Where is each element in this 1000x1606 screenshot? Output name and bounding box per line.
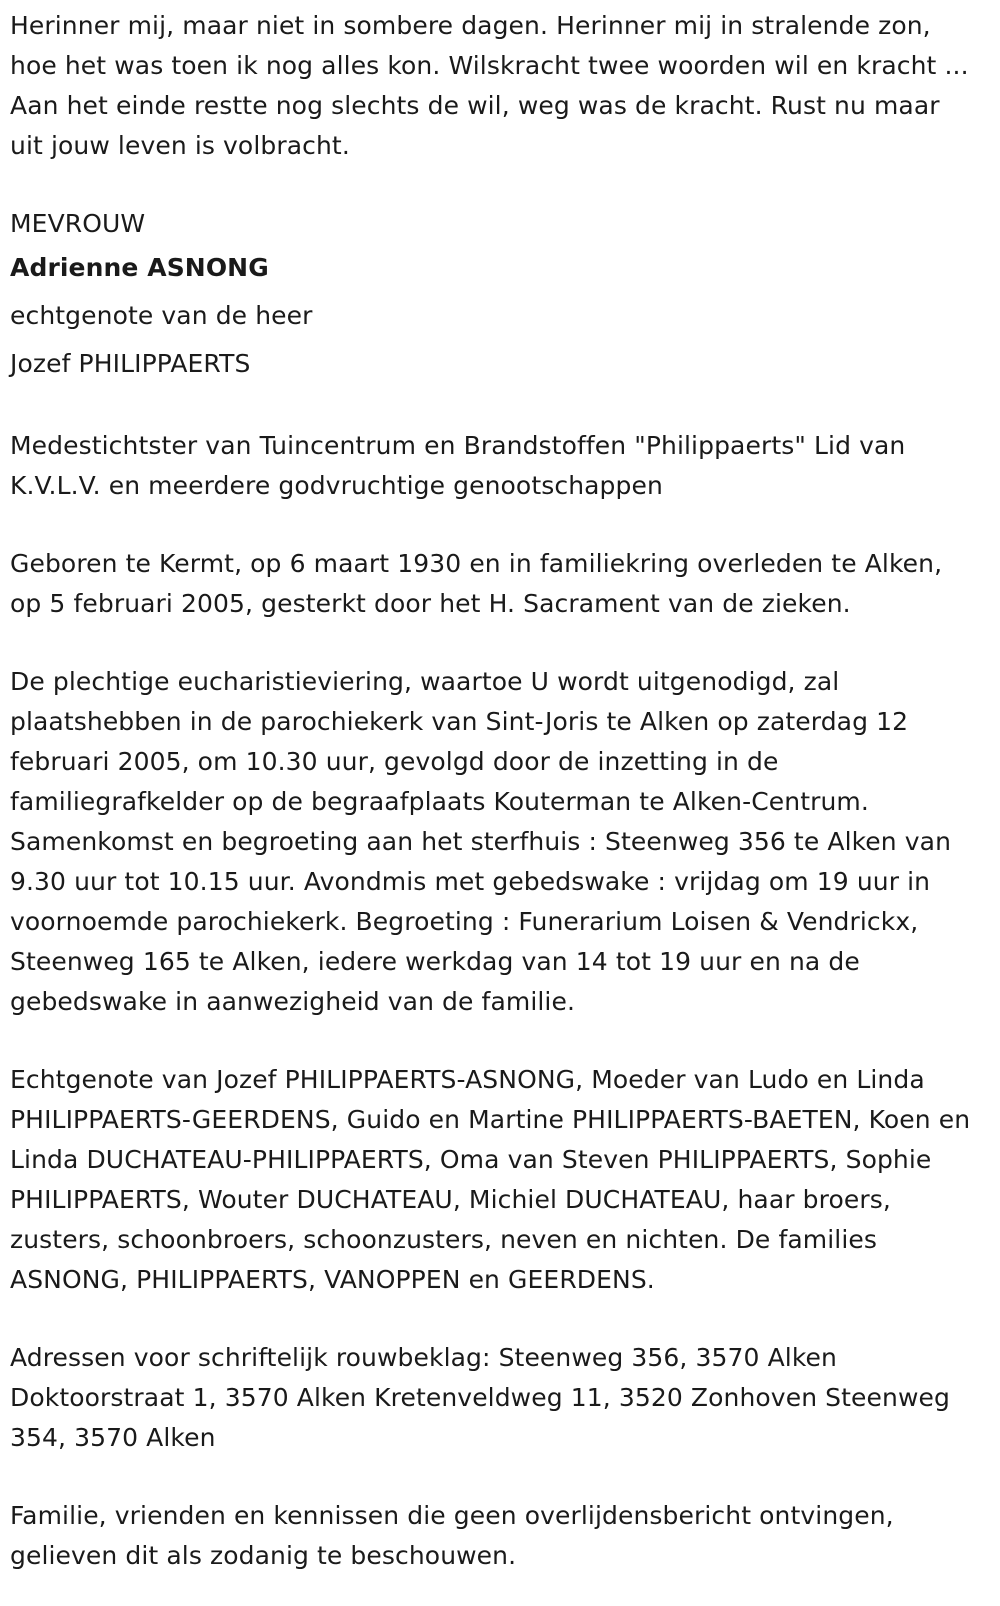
closing-paragraph: Familie, vrienden en kennissen die geen overlijdensbericht ontvingen, gelieven dit als zodanig te beschouwen. xyxy=(10,1501,894,1570)
addresses-paragraph: Adressen voor schriftelijk rouwbeklag: Steenweg 356, 3570 Alken Doktoorstraat 1, 3570 Alken Kretenveldweg 11, 3520 Zonhoven Steenweg 354, 3570 Alken xyxy=(10,1343,950,1452)
family-paragraph: Echtgenote van Jozef PHILIPPAERTS-ASNONG, Moeder van Ludo en Linda PHILIPPAERTS-GEERDENS, Guido en Martine PHILIPPAERTS-BAETEN, Koen en Linda DUCHATEAU-PHILIPPAERTS, Oma van Steven PHILIPPAERTS, Sophie PHILIPPAERTS, Wouter DUCHATEAU, Michiel DUCHATEAU, haar broers, zusters, schoonbroers, schoonzusters, neven en nichten. De families ASNONG, PHILIPPAERTS, VANOPPEN en GEERDENS. xyxy=(10,1065,971,1294)
ceremony-paragraph: De plechtige eucharistieviering, waartoe U wordt uitgenodigd, zal plaatshebben in de parochiekerk van Sint-Joris te Alken op zaterdag 12 februari 2005, om 10.30 uur, gevolgd door de inzetting in de familiegrafkelder op de begraafplaats Kouterman te Alken-Centrum. Samenkomst en begroeting aan het sterfhuis : Steenweg 356 te Alken van 9.30 uur tot 10.15 uur. Avondmis met gebedswake : vrijdag om 19 uur in voornoemde parochiekerk. Begroeting : Funerarium Loisen & Vendrickx, Steenweg 165 te Alken, iedere werkdag van 14 tot 19 uur en na de gebedswake in aanwezigheid van de familie. xyxy=(10,667,952,1016)
poem-paragraph: Herinner mij, maar niet in sombere dagen. Herinner mij in stralende zon, hoe het was toen ik nog alles kon. Wilskracht twee woorden wil en kracht ... Aan het einde restte nog slechts de wil, weg was de kracht. Rust nu maar uit jouw leven is volbracht. xyxy=(10,11,969,160)
spouse-name: Jozef PHILIPPAERTS xyxy=(10,349,251,378)
deceased-name: Adrienne ASNONG xyxy=(10,253,269,282)
deceased-header xyxy=(10,204,976,388)
birth-death-paragraph: Geboren te Kermt, op 6 maart 1930 en in familiekring overleden te Alken, op 5 februari 2005, gesterkt door het H. Sacrament van de zieken. xyxy=(10,549,943,618)
honorific-title: MEVROUW xyxy=(10,209,146,238)
relation-line: echtgenote van de heer xyxy=(10,301,313,330)
affiliation-paragraph: Medestichtster van Tuincentrum en Brandstoffen "Philippaerts" Lid van K.V.L.V. en meerdere godvruchtige genootschappen xyxy=(10,431,906,500)
